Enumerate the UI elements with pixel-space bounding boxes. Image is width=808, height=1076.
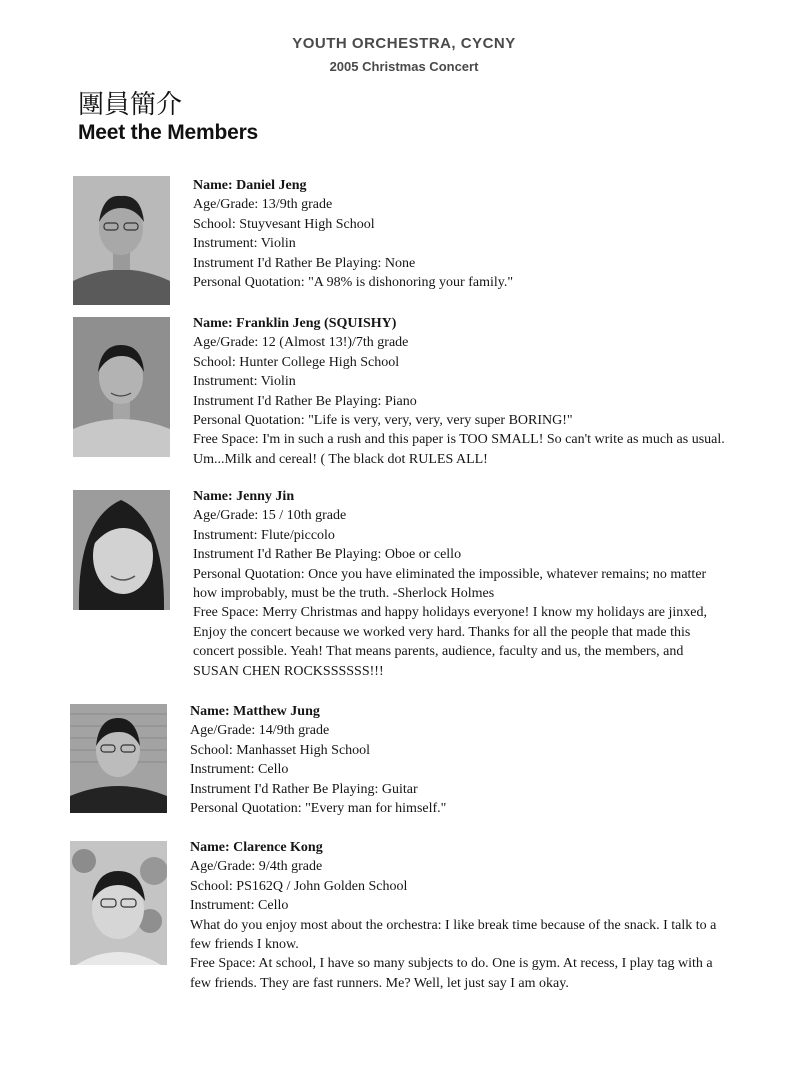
member-name: Name: Daniel Jeng xyxy=(193,178,307,193)
page-header xyxy=(0,34,808,76)
member-free-space: Free Space: At school, I have so many subjects to do. One is gym. At recess, I play tag with a xyxy=(190,956,713,972)
member-age-grade: Age/Grade: 9/4th grade xyxy=(190,859,323,875)
member-instrument: Instrument: Cello xyxy=(190,762,289,778)
member-free-space: Free Space: Merry Christmas and happy holidays everyone! I know my holidays are jinxed, xyxy=(193,605,707,621)
section-title-chinese: 團員簡介 xyxy=(78,90,183,120)
member-age-grade: Age/Grade: 15 / 10th grade xyxy=(193,508,347,524)
member-free-space: Free Space: I'm in such a rush and this paper is TOO SMALL! So can't write as much as usual. xyxy=(193,432,725,448)
member-photo xyxy=(70,704,167,813)
member-quotation: Personal Quotation: "Every man for himself." xyxy=(190,801,447,817)
member-enjoy-answer-continued: few friends I know. xyxy=(190,937,299,953)
member-info xyxy=(193,314,783,469)
member-rather-instrument: Instrument I'd Rather Be Playing: Oboe or cello xyxy=(193,547,462,563)
member-school: School: PS162Q / John Golden School xyxy=(190,878,408,894)
member-instrument: Instrument: Cello xyxy=(190,898,289,914)
member-age-grade: Age/Grade: 12 (Almost 13!)/7th grade xyxy=(193,335,409,351)
member-rather-instrument: Instrument I'd Rather Be Playing: Guitar xyxy=(190,781,418,797)
member-quotation: Personal Quotation: Once you have eliminated the impossible, whatever remains; no matter xyxy=(193,566,707,582)
member-quotation-continued: how improbably, must be the truth. -Sherlock Holmes xyxy=(193,586,495,602)
section-title xyxy=(78,90,258,146)
member-school: School: Manhasset High School xyxy=(190,742,371,758)
member-free-space-continued: Um...Milk and cereal! ( The black dot RULES ALL! xyxy=(193,451,488,467)
member-free-space-continued: SUSAN CHEN ROCKSSSSSS!!! xyxy=(193,663,384,679)
member-info xyxy=(190,702,780,818)
member-rather-instrument: Instrument I'd Rather Be Playing: None xyxy=(193,255,416,271)
section-title-english: Meet the Members xyxy=(78,121,259,144)
member-instrument: Instrument: Flute/piccolo xyxy=(193,527,335,543)
member-age-grade: Age/Grade: 13/9th grade xyxy=(193,197,333,213)
member-instrument: Instrument: Violin xyxy=(193,236,296,252)
member-name: Name: Franklin Jeng (SQUISHY) xyxy=(193,316,397,331)
member-info xyxy=(193,487,783,681)
member-school: School: Hunter College High School xyxy=(193,354,400,370)
member-info xyxy=(193,176,783,292)
member-name: Name: Clarence Kong xyxy=(190,840,323,855)
member-free-space-continued: Enjoy the concert because we worked very hard. Thanks for all the people that made this xyxy=(193,624,691,640)
member-free-space-continued: few friends. They are fast runners. Me? Well, let just say I am okay. xyxy=(190,975,569,991)
member-enjoy-answer: What do you enjoy most about the orchestra: I like break time because of the snack. I talk to a xyxy=(190,917,717,933)
member-photo xyxy=(70,841,167,965)
member-rather-instrument: Instrument I'd Rather Be Playing: Piano xyxy=(193,393,417,409)
member-photo xyxy=(73,317,170,457)
member-photo xyxy=(73,490,170,610)
member-quotation: Personal Quotation: "A 98% is dishonoring your family." xyxy=(193,275,514,291)
orchestra-name: YOUTH ORCHESTRA, CYCNY xyxy=(292,35,516,52)
member-name: Name: Jenny Jin xyxy=(193,489,295,504)
member-school: School: Stuyvesant High School xyxy=(193,216,375,232)
member-quotation: Personal Quotation: "Life is very, very, very, very super BORING!" xyxy=(193,413,573,429)
member-name: Name: Matthew Jung xyxy=(190,704,320,719)
member-free-space-continued: concert possible. Yeah! That means parents, audience, faculty and us, the members, and xyxy=(193,644,684,660)
member-photo xyxy=(73,176,170,305)
member-age-grade: Age/Grade: 14/9th grade xyxy=(190,723,330,739)
member-info xyxy=(190,838,780,993)
member-instrument: Instrument: Violin xyxy=(193,374,296,390)
concert-title: 2005 Christmas Concert xyxy=(329,59,479,74)
